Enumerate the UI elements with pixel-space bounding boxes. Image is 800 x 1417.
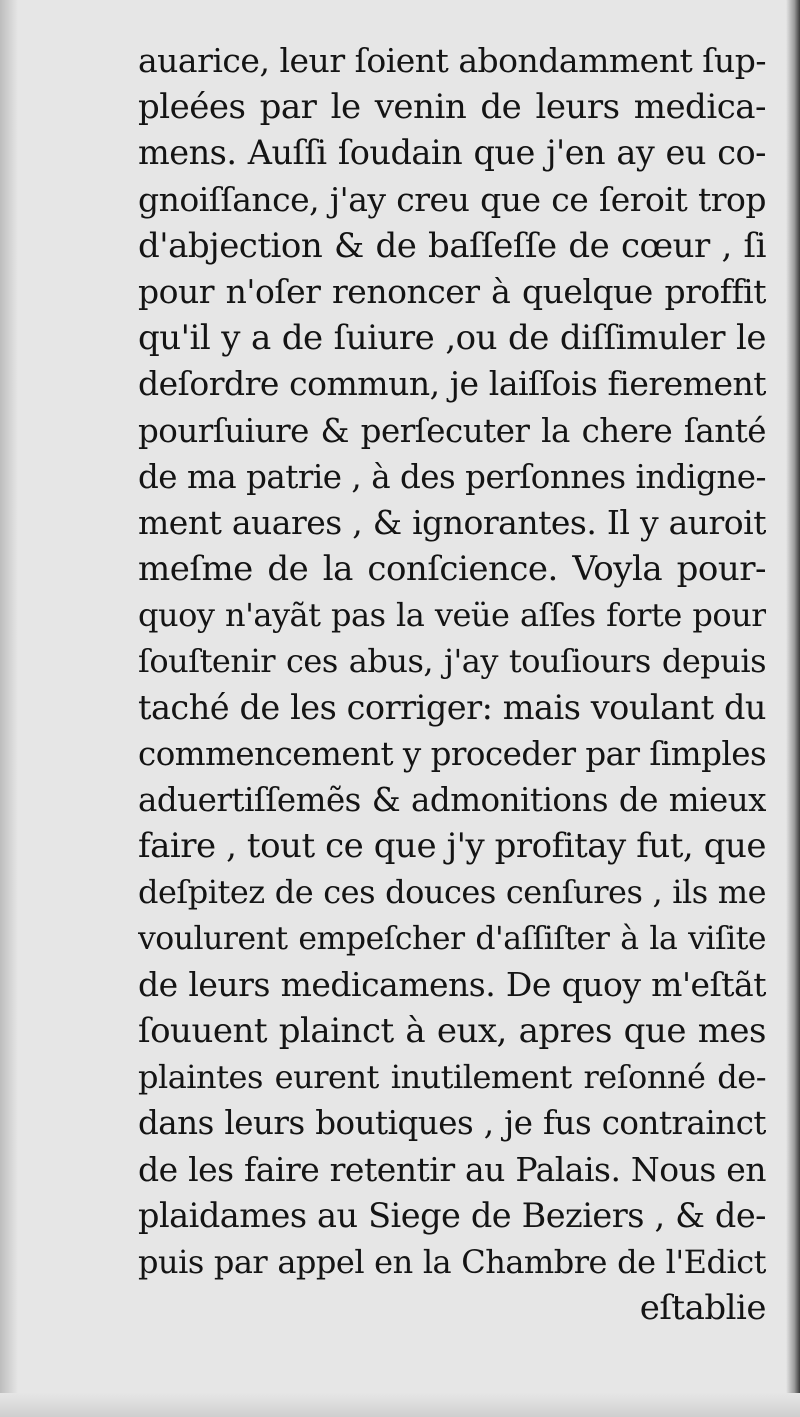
text-line: de les faire retentir au Palais. Nous en: [138, 1149, 766, 1189]
text-line: pourſuiure & perſecuter la chere ſanté: [138, 411, 766, 450]
text-line: d'abjection & de baſſeſſe de cœur , ſi: [138, 225, 766, 266]
text-line: commencement y proceder par ſimples: [138, 734, 766, 773]
text-line: auarice, leur ſoient abondamment ſup-: [138, 41, 766, 80]
text-line: deſordre commun, je laiſſois fierement: [138, 364, 766, 404]
text-line: deſpitez de ces douces cenſures , ils me: [138, 873, 766, 912]
page-right-edge: [786, 0, 800, 1417]
text-line: voulurent empeſcher d'aſſiſter à la viſite: [138, 920, 766, 957]
text-line: puis par appel en la Chambre de l'Edict: [138, 1242, 766, 1281]
text-line: plaidames au Siege de Beziers , & de-: [138, 1195, 766, 1235]
text-line: plaintes eurent inutilement reſonné de-: [138, 1058, 766, 1097]
text-line: ſouuent plainct à eux, apres que mes: [138, 1010, 766, 1051]
body-text: [138, 38, 766, 1331]
catchword: eſtablie: [639, 1288, 766, 1329]
text-line: de leurs medicamens. De quoy m'eſtãt: [138, 964, 766, 1004]
text-line: gnoiſſance, j'ay creu que ce ſeroit trop: [138, 179, 766, 219]
text-line: dans leurs boutiques , je fus contrainct: [138, 1104, 766, 1143]
text-line: de ma patrie , à des perſonnes indigne-: [138, 457, 766, 496]
text-line: ment auares , & ignorantes. Il y auroit: [138, 502, 766, 542]
text-line: ſouſtenir ces abus, j'ay touſiours depuis: [138, 642, 766, 681]
page-bottom-edge: [0, 1393, 800, 1417]
text-line: pleées par le venin de leurs medica-: [138, 87, 766, 128]
text-line: faire , tout ce que j'y profitay fut, que: [138, 826, 766, 867]
text-line: quoy n'ayãt pas la veüe aſſes forte pour: [138, 596, 766, 635]
text-line: mens. Auſſi ſoudain que j'en ay eu co-: [138, 133, 766, 173]
text-line: meſme de la conſcience. Voyla pour-: [138, 549, 766, 590]
text-line: qu'il y a de ſuiure ,ou de diſſimuler le: [138, 318, 766, 359]
text-line: pour n'oſer renoncer à quelque proffit: [138, 271, 766, 311]
text-line: taché de les corriger: mais voulant du: [138, 687, 766, 727]
text-line: aduertiſſemẽs & admonitions de mieux: [138, 781, 766, 819]
page-left-edge: [0, 0, 18, 1417]
